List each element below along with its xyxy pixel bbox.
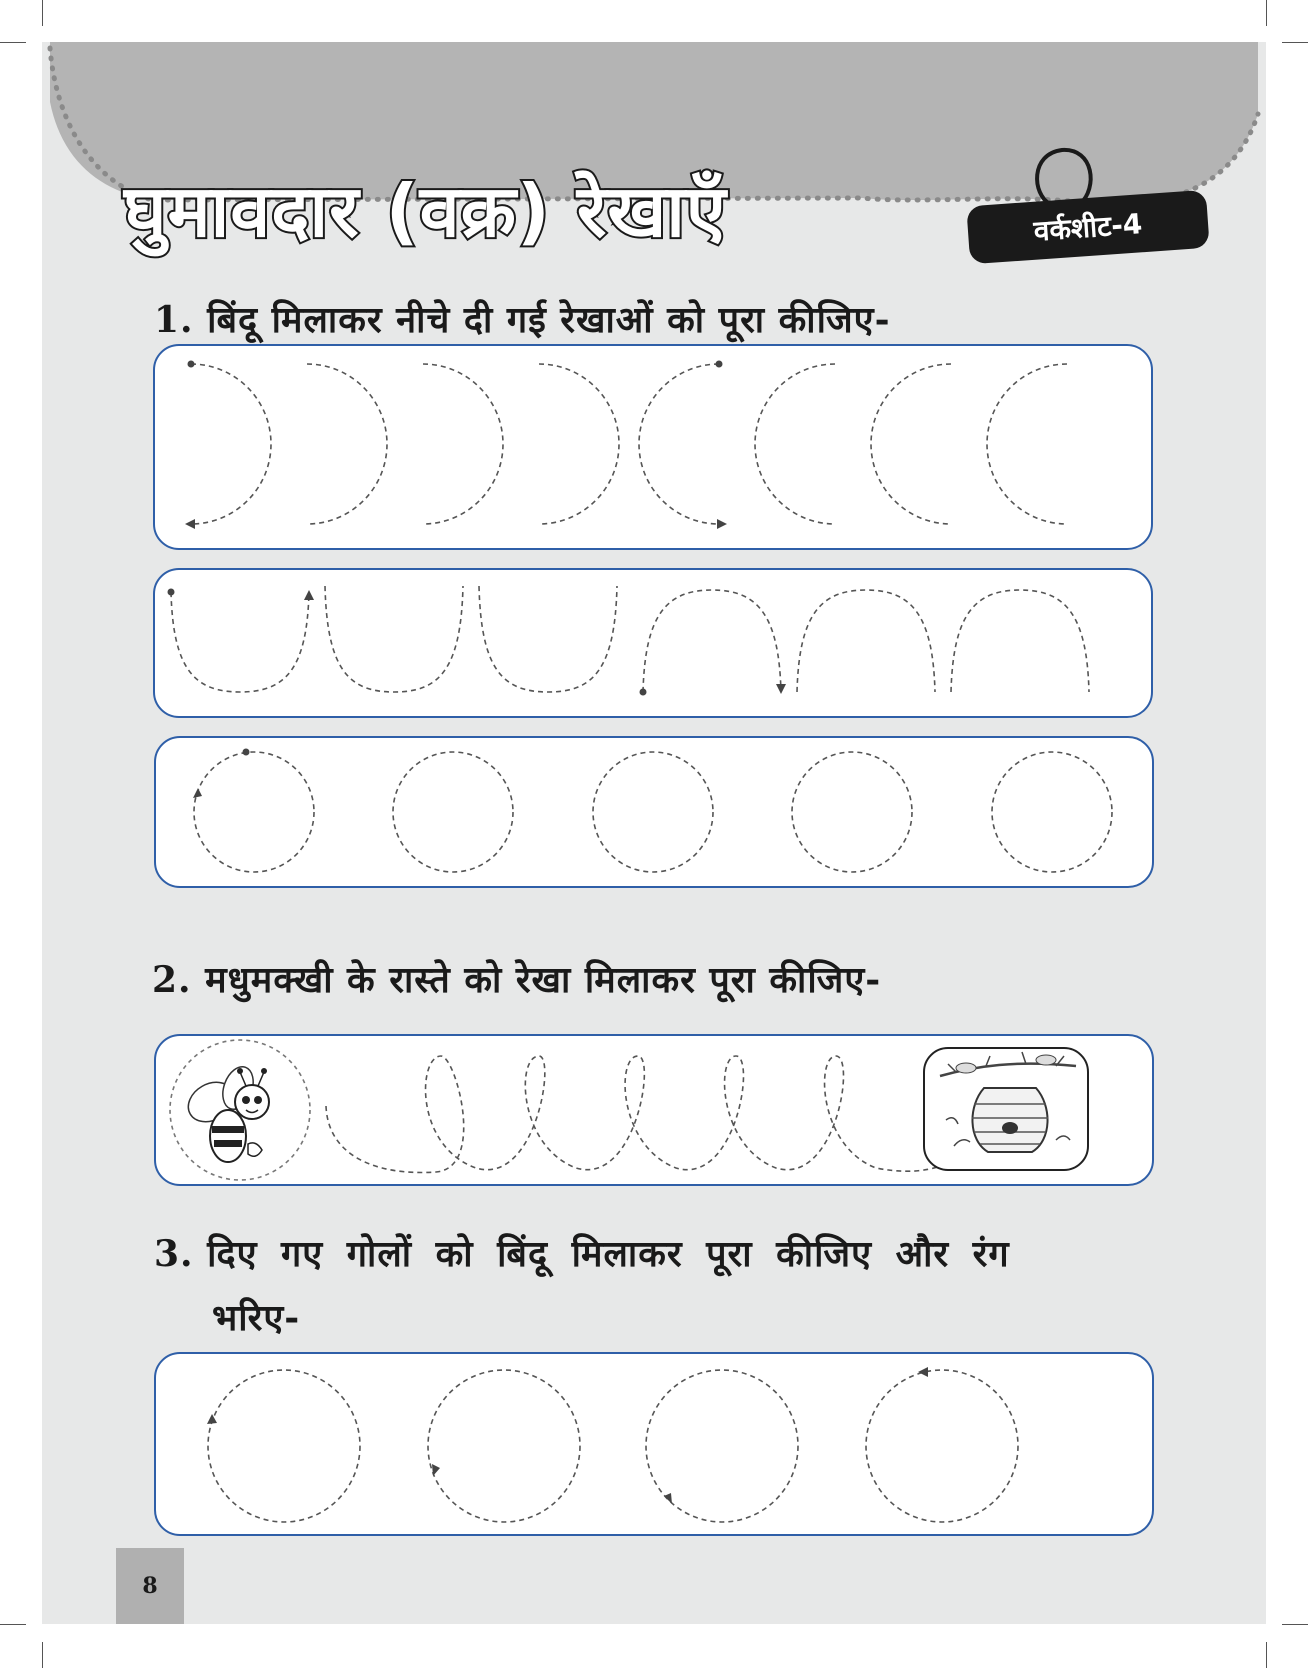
- arrow-icon: [185, 519, 195, 529]
- start-dot-icon: [243, 749, 250, 756]
- bee-icon: [181, 1063, 269, 1162]
- question-2: [152, 954, 881, 1003]
- crop-mark: [1266, 1642, 1267, 1668]
- start-dot-icon: [188, 361, 195, 368]
- crop-mark: [1282, 1624, 1308, 1625]
- tracing-box-color-circles: [154, 1352, 1154, 1536]
- worksheet-page: [42, 42, 1266, 1624]
- arrow-icon: [717, 519, 727, 529]
- question-number: 3.: [154, 1233, 194, 1275]
- crop-mark: [0, 1624, 26, 1625]
- tracing-box-half-circles: [153, 344, 1153, 550]
- u-curve-tracing: [155, 570, 1155, 720]
- arrow-icon: [432, 1464, 440, 1476]
- question-text-line2: भरिए-: [212, 1297, 301, 1339]
- crop-mark: [0, 42, 26, 43]
- question-3: [154, 1228, 1010, 1277]
- crop-mark: [1282, 42, 1308, 43]
- circle-tracing: [156, 738, 1156, 890]
- question-number: 1.: [154, 299, 194, 341]
- arrow-icon: [207, 1414, 217, 1424]
- question-text: मधुमक्खी के रास्ते को रेखा मिलाकर पूरा कीजिए-: [205, 959, 882, 1001]
- start-dot-icon: [640, 689, 647, 696]
- color-circle-tracing: [156, 1354, 1156, 1538]
- page-number: 8: [116, 1548, 184, 1624]
- bee-path-box: [154, 1034, 1154, 1186]
- start-dot-icon: [716, 361, 723, 368]
- crop-mark: [42, 1642, 43, 1668]
- tracing-box-circles: [154, 736, 1154, 888]
- page-title: घुमावदार (वक्र) रेखाएँ: [124, 169, 727, 253]
- crop-mark: [1266, 0, 1267, 26]
- arrow-icon: [918, 1367, 928, 1377]
- question-text: बिंदू मिलाकर नीचे दी गई रेखाओं को पूरा कीजिए-: [207, 299, 891, 341]
- arrow-icon: [664, 1493, 672, 1504]
- worksheet-tag-group: [962, 142, 1262, 282]
- left-curves: [639, 364, 1067, 524]
- question-number: 2.: [152, 959, 192, 1001]
- question-1: [154, 294, 891, 343]
- arrow-icon: [776, 684, 786, 694]
- arrow-icon: [193, 788, 202, 798]
- start-dot-icon: [168, 589, 175, 596]
- arrow-icon: [304, 590, 314, 600]
- half-circle-tracing: [155, 346, 1155, 552]
- question-text: दिए गए गोलों को बिंदू मिलाकर पूरा कीजिए और रंग: [207, 1233, 1010, 1275]
- tracing-box-u-curves: [153, 568, 1153, 718]
- crop-mark: [42, 0, 43, 26]
- right-curves: [191, 364, 619, 524]
- question-3-continued: [212, 1292, 300, 1341]
- bee-path-tracing: [156, 1036, 1156, 1188]
- worksheet-tag: वर्कशीट-4: [966, 190, 1209, 265]
